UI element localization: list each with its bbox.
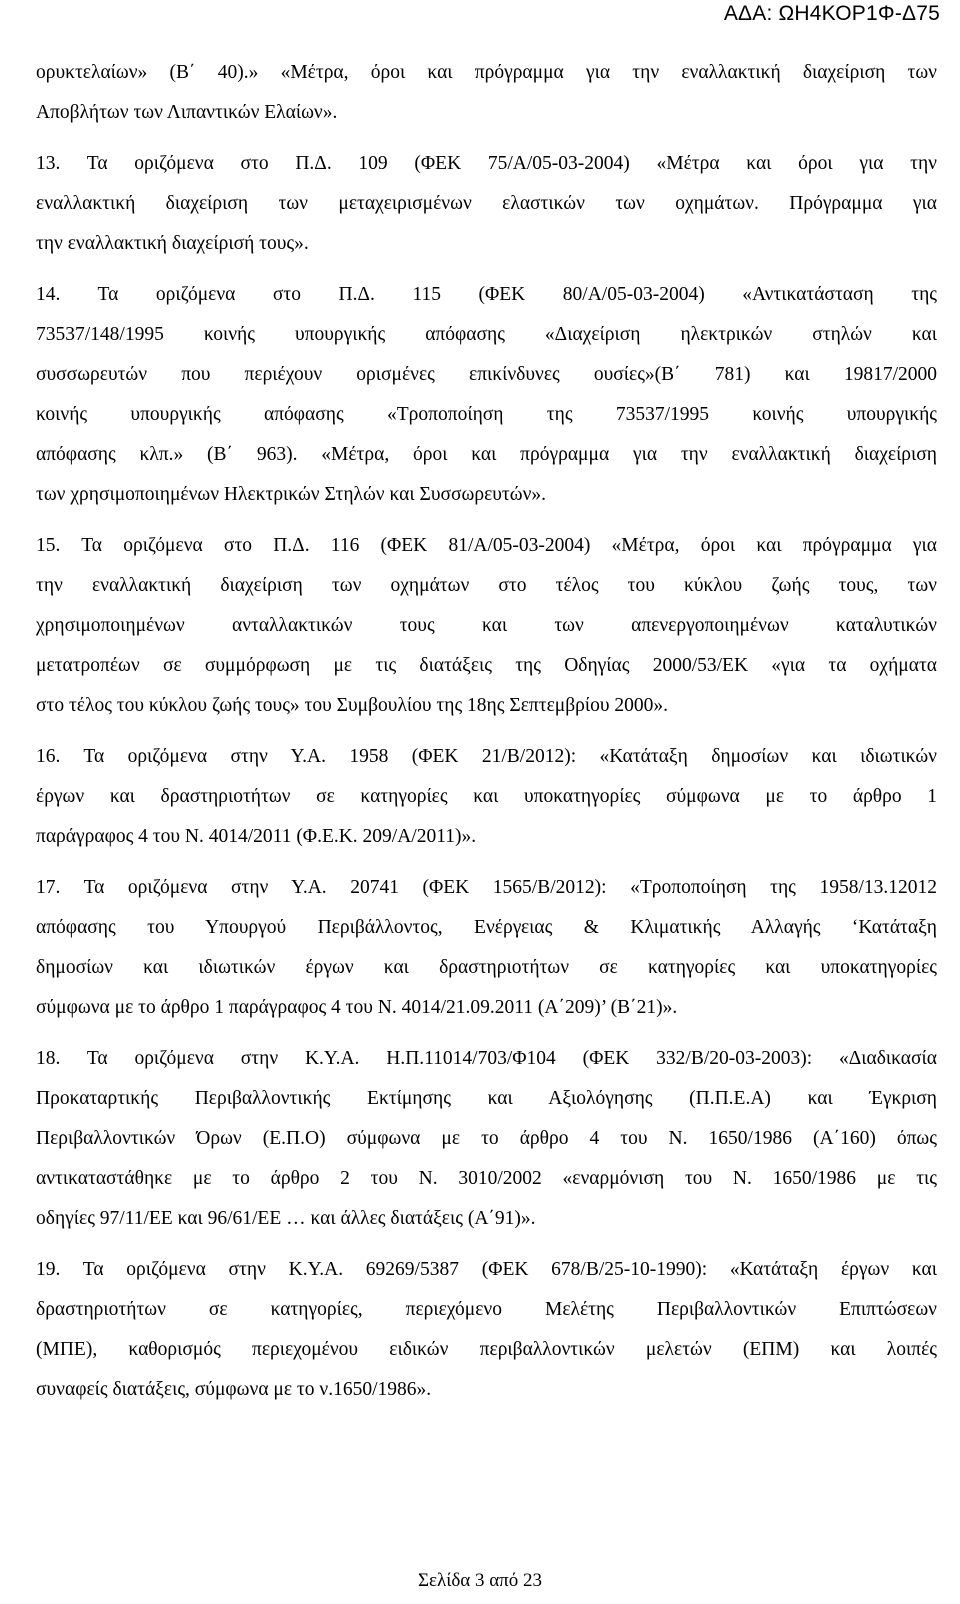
ada-code-header: ΑΔΑ: ΩΗ4ΚΟΡ1Φ-Δ75 (723, 2, 940, 25)
list-item-16 (36, 737, 937, 857)
text-line: των χρησιμοποιημένων Ηλεκτρικών Στηλών και Συσσωρευτών». (36, 484, 547, 505)
text-line: την εναλλακτική διαχείριση των οχημάτων στο τέλος του κύκλου ζωής τους, των (36, 575, 937, 596)
text-line: 15. Τα οριζόμενα στο Π.Δ. 116 (ΦΕΚ 81/Α/05-03-2004) «Μέτρα, όροι και πρόγραμμα για (36, 535, 937, 556)
text-line: 73537/148/1995 κοινής υπουργικής απόφασης «Διαχείριση ηλεκτρικών στηλών και (36, 324, 937, 345)
text-line: Περιβαλλοντικών Όρων (Ε.Π.Ο) σύμφωνα με το άρθρο 4 του Ν. 1650/1986 (Α΄160) όπως (36, 1128, 937, 1149)
text-line: εναλλακτική διαχείριση των μεταχειρισμένων ελαστικών των οχημάτων. Πρόγραμμα για (36, 193, 937, 214)
text-line: 16. Τα οριζόμενα στην Υ.Α. 1958 (ΦΕΚ 21/Β/2012): «Κατάταξη δημοσίων και ιδιωτικών (36, 746, 937, 767)
document-body (36, 53, 937, 1421)
list-item-15 (36, 526, 937, 726)
text-line: χρησιμοποιημένων ανταλλακτικών τους και των απενεργοποιημένων καταλυτικών (36, 615, 937, 636)
text-line: αντικαταστάθηκε με το άρθρο 2 του Ν. 3010/2002 «εναρμόνιση του Ν. 1650/1986 με τις (36, 1168, 937, 1189)
text-line: οδηγίες 97/11/ΕΕ και 96/61/ΕΕ … και άλλες διατάξεις (Α΄91)». (36, 1208, 536, 1229)
text-line: 17. Τα οριζόμενα στην Υ.Α. 20741 (ΦΕΚ 1565/Β/2012): «Τροποποίηση της 1958/13.12012 (36, 877, 937, 898)
list-item-13 (36, 144, 937, 264)
text-line: μετατροπέων σε συμμόρφωση με τις διατάξεις της Οδηγίας 2000/53/ΕΚ «για τα οχήματα (36, 655, 937, 676)
text-line: συναφείς διατάξεις, σύμφωνα με το ν.1650/1986». (36, 1379, 432, 1400)
text-line: συσσωρευτών που περιέχουν ορισμένες επικίνδυνες ουσίες»(Β΄ 781) και 19817/2000 (36, 364, 937, 385)
text-line: σύμφωνα με το άρθρο 1 παράγραφος 4 του Ν. 4014/21.09.2011 (Α΄209)’ (Β΄21)». (36, 997, 678, 1018)
text-line: δραστηριοτήτων σε κατηγορίες, περιεχόμενο Μελέτης Περιβαλλοντικών Επιπτώσεων (36, 1299, 937, 1320)
list-item-17 (36, 868, 937, 1028)
text-line: ορυκτελαίων» (Β΄ 40).» «Μέτρα, όροι και πρόγραμμα για την εναλλακτική διαχείριση των (36, 62, 937, 83)
text-line: Προκαταρτικής Περιβαλλοντικής Εκτίμησης και Αξιολόγησης (Π.Π.Ε.Α) και Έγκριση (36, 1088, 937, 1109)
text-line: 18. Τα οριζόμενα στην Κ.Υ.Α. Η.Π.11014/703/Φ104 (ΦΕΚ 332/Β/20-03-2003): «Διαδικασία (36, 1048, 937, 1069)
list-item-19 (36, 1250, 937, 1410)
text-line: στο τέλος του κύκλου ζωής τους» του Συμβουλίου της 18ης Σεπτεμβρίου 2000». (36, 695, 669, 716)
text-line: 14. Τα οριζόμενα στο Π.Δ. 115 (ΦΕΚ 80/Α/05-03-2004) «Αντικατάσταση της (36, 284, 937, 305)
text-line: 19. Τα οριζόμενα στην Κ.Υ.Α. 69269/5387 (ΦΕΚ 678/Β/25-10-1990): «Κατάταξη έργων και (36, 1259, 937, 1280)
text-line: κοινής υπουργικής απόφασης «Τροποποίηση της 73537/1995 κοινής υπουργικής (36, 404, 937, 425)
text-line: δημοσίων και ιδιωτικών έργων και δραστηριοτήτων σε κατηγορίες και υποκατηγορίες (36, 957, 937, 978)
paragraph-12-continuation (36, 53, 937, 133)
text-line: την εναλλακτική διαχείρισή τους». (36, 233, 309, 254)
text-line: έργων και δραστηριοτήτων σε κατηγορίες και υποκατηγορίες σύμφωνα με το άρθρο 1 (36, 786, 937, 807)
text-line: (ΜΠΕ), καθορισμός περιεχομένου ειδικών περιβαλλοντικών μελετών (ΕΠΜ) και λοιπές (36, 1339, 937, 1360)
text-line: απόφασης κλπ.» (Β΄ 963). «Μέτρα, όροι και πρόγραμμα για την εναλλακτική διαχείριση (36, 444, 937, 465)
list-item-18 (36, 1039, 937, 1239)
text-line: 13. Τα οριζόμενα στο Π.Δ. 109 (ΦΕΚ 75/Α/05-03-2004) «Μέτρα και όροι για την (36, 153, 937, 174)
text-line: παράγραφος 4 του Ν. 4014/2011 (Φ.Ε.Κ. 209/Α/2011)». (36, 826, 477, 847)
text-line: απόφασης του Υπουργού Περιβάλλοντος, Ενέργειας & Κλιματικής Αλλαγής ‘Κατάταξη (36, 917, 937, 938)
list-item-14 (36, 275, 937, 515)
text-line: Αποβλήτων των Λιπαντικών Ελαίων». (36, 102, 338, 123)
page-number-footer: Σελίδα 3 από 23 (417, 1570, 543, 1591)
